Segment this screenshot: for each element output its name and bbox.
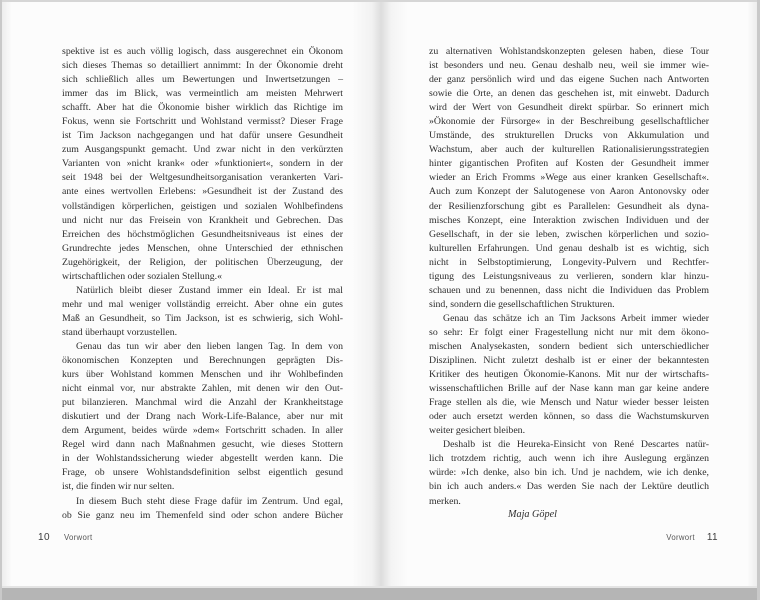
- text-line: würde: »Ich denke, also bin ich. Und je nachdem, wie ich denke,: [429, 467, 709, 479]
- text-line: seit 1948 bei der Weltgesundheitsorganisation verankerten Vari-: [62, 172, 343, 184]
- text-line: oder auch ersetzt werden können, so dass die Wachstumskurven: [429, 411, 709, 423]
- text-line: schauen und zu benennen, dass nicht die Individuen das Problem: [429, 284, 709, 296]
- text-line: sich schließlich alles um Bewertungen und Inwertsetzungen –: [62, 74, 343, 86]
- text-line: Varianten von »nicht krank« oder »funktioniert«, sondern in der: [62, 158, 343, 170]
- text-line: Genau das tun wir aber den lieben langen Tag. In dem von: [76, 340, 343, 352]
- text-line: Kritiker des heutigen Ökonomie-Kanons. Mit nur der wirtschafts-: [429, 369, 709, 381]
- photo-top-border: [0, 0, 760, 2]
- text-line: put bilanzieren. Manchmal wird die Anzahl der Krankheitstage: [62, 397, 343, 409]
- text-line: ist Tim Jackson nachgegangen und hat dafür unsere Gesundheit: [62, 130, 343, 142]
- text-line: bin ich auch anders.« Das werden Sie nach der Lektüre deutlich: [429, 481, 709, 493]
- text-line: kurs über Wohlstand kommen Menschen und ihr Wohlbefinden: [62, 369, 343, 381]
- text-line: immer das im Blick, was vermeintlich am meisten Mehrwert: [62, 88, 343, 100]
- right-page-footer: [666, 532, 718, 543]
- left-page-footer: [38, 532, 92, 543]
- text-line: Frage stellen als die, wie Mensch und Natur wieder besser leisten: [429, 397, 709, 409]
- text-line: vollständigen körperlichen, geistigen und sozialen Wohlbefindens: [62, 200, 343, 212]
- text-line: Wachstum, aber auch der kulturellen Rationalisierungsstrategien: [429, 144, 709, 156]
- text-line: Grundrechte jedes Menschen, ohne Unterschied der ethnischen: [62, 242, 344, 254]
- text-line: hinter gigantischen Profiten auf Kosten der Gesundheit immer: [429, 158, 709, 170]
- text-line: diskutiert und der Drang nach Work-Life-Balance, aber nur mit: [62, 411, 343, 423]
- text-line: weiter gesichert bleiben.: [429, 425, 526, 437]
- page-edge-shading-left: [2, 2, 12, 586]
- text-line: merken.: [429, 495, 461, 507]
- text-line: der ganz persönlich wird und das eigene Suchen nach Antworten: [429, 74, 709, 86]
- text-line: sind, sondern die gesellschaftlichen Strukturen.: [429, 298, 615, 310]
- text-line: wirtschaftlichen oder sozialen Stellung.«: [62, 270, 222, 282]
- text-line: wird der Wert von Gesundheit direkt spürbar. So erinnert mich: [429, 102, 710, 114]
- text-line: Erreichen des höchstmöglichen Gesundheitsniveaus ist eines der: [62, 228, 343, 240]
- text-line: zu alternativen Wohlstandskonzepten gelesen haben, diese Tour: [429, 46, 709, 57]
- text-line: Genau das schätze ich an Tim Jacksons Arbeit immer wieder: [443, 312, 709, 324]
- text-line: mischen Analysekasten, sondern bedient sich unterschiedlicher: [429, 340, 709, 352]
- text-line: tigung des Leistungsniveaus zu verlieren, sondern klar hinzu-: [429, 270, 709, 282]
- text-line: Disziplinen. Nicht zuletzt deshalb ist er einer der bekanntesten: [429, 355, 709, 367]
- text-line: spektive ist es auch völlig logisch, dass ausgerechnet ein Ökonom: [62, 46, 343, 57]
- page-right: [381, 2, 757, 586]
- text-line: Fokus, wenn sie Fortschritt und Wohlstand vermisst? Dieser Frage: [62, 116, 343, 128]
- text-line: Gesellschaft, in der sie leben, zwischen körperlichen und sozio-: [429, 228, 709, 240]
- text-line: sich dieses Themas so detailliert annimmt: In der Ökonomie dreht: [62, 60, 343, 72]
- text-line: misches Konzept, eine Interaktion zwischen Individuen und der: [429, 214, 709, 226]
- book-gutter-shadow: [352, 2, 408, 586]
- text-line: in der Wohlstandssicherung wieder abgestellt werden kann. Die: [62, 453, 343, 465]
- text-line: In diesem Buch steht diese Frage dafür im Zentrum. Und egal,: [76, 495, 343, 507]
- text-line: Maß an Gesundheit, so Tim Jackson, ist es schwierig, sich Wohl-: [62, 312, 343, 324]
- text-line: »Ökonomie der Fürsorge« in der Beschreibung gesellschaftlicher: [429, 116, 709, 128]
- photo-bottom-border: [0, 588, 760, 600]
- text-line: ökonomischen Konzepten und Berechnungen geprägten Dis-: [62, 355, 343, 367]
- text-line: kulturellen Erfahrungen. Und genau deshalb ist es wichtig, sich: [429, 242, 709, 254]
- text-line: und nicht nur das Freisein von Krankheit und Gebrechen. Das: [62, 214, 343, 226]
- page-edge-shading-right: [747, 2, 757, 586]
- text-line: der Resilienzforschung gibt es Parallelen: Gesundheit als dyna-: [429, 200, 710, 212]
- text-line: wieder an Erich Fromms »Wege aus einer kranken Gesellschaft«.: [429, 172, 709, 184]
- right-page-number: 11: [706, 532, 718, 543]
- text-line: Natürlich bleibt dieser Zustand immer ein Ideal. Er ist mal: [76, 284, 343, 296]
- text-line: Deshalb ist die Heureka-Einsicht von René Descartes natür-: [443, 439, 709, 451]
- text-line: so sehr: Er folgt einer Fragestellung nicht nur mit dem ökono-: [429, 326, 709, 338]
- text-line: Auch zum Konzept der Salutogenese von Aaron Antonovsky oder: [429, 186, 709, 198]
- text-line: dem Argument, beides würde »dem« Fortschritt schaden. In aller: [62, 425, 343, 437]
- left-footer-label: Vorwort: [63, 533, 93, 542]
- text-line: Regel wird dann nach Maßnahmen gesucht, wie dieses Stottern: [62, 439, 343, 451]
- right-text-block: [429, 45, 709, 509]
- text-line: schafft. Aber hat die Ökonomie bisher wirklich das Richtige im: [62, 102, 343, 114]
- page-left: [2, 2, 381, 586]
- text-line: ist besonders und neu. Genau deshalb neu, weil sie immer wie-: [429, 60, 709, 72]
- left-text-block: [62, 45, 343, 523]
- text-line: zum Ausgangspunkt gemacht. Und zwar nicht in den verkürzten: [62, 144, 343, 156]
- text-line: ist, die finden wir nur selten.: [62, 481, 175, 493]
- text-line: Frage, ob unsere Wohlstandsdefinition selbst eigentlich gesund: [62, 467, 343, 479]
- text-line: sowie die Orte, an denen das geschehen ist, mit einwebt. Dadurch: [429, 88, 709, 100]
- author-signature: Maja Göpel: [508, 509, 557, 520]
- text-line: Umstände, des strukturellen Drucks von Akkumulation und: [429, 130, 709, 142]
- text-line: nicht in Selbstoptimierung, Longevity-Pulvern und Rechtfer-: [429, 256, 709, 268]
- text-line: stand überhaupt vorzustellen.: [62, 326, 178, 338]
- right-footer-label: Vorwort: [666, 533, 695, 542]
- text-line: ob Sie ganz neu im Themenfeld sind oder schon andere Bücher: [62, 509, 343, 521]
- photo-left-border: [0, 0, 2, 600]
- text-line: lich trotzdem richtig, auch wenn ich ihre Auslegung ergänzen: [429, 453, 709, 465]
- text-line: nicht einmal vor, nur abstrakte Zahlen, mit denen wir den Out-: [62, 383, 343, 395]
- text-line: wissenschaftlichen Brille auf der Nase kann man gar keine andere: [429, 383, 709, 395]
- text-line: ante eines wertvollen Erlebens: »Gesundheit ist der Zustand des: [62, 186, 343, 198]
- left-page-number: 10: [38, 532, 50, 543]
- text-line: Zugehörigkeit, der Religion, der politischen Überzeugung, der: [62, 256, 343, 268]
- text-line: mehr und mal weniger vollständig erreicht. Aber ohne ein gutes: [62, 298, 343, 310]
